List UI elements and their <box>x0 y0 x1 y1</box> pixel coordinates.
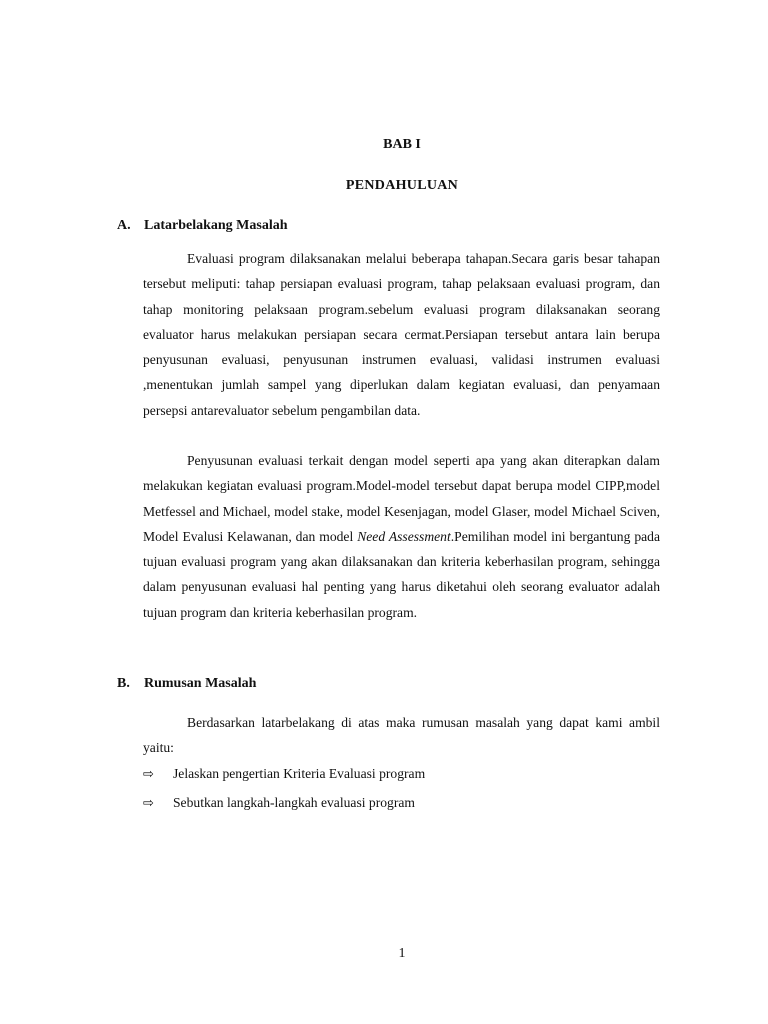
chapter-title: PENDAHULUAN <box>345 178 459 193</box>
section-b-letter: B. <box>117 676 130 691</box>
paragraph-2-text-end: .Pemilihan model ini bergantung pada tujuan evaluasi program yang akan dilaksanakan dan kriteria keberhasilan program, sehingga dalam penyusunan evaluasi hal penting yang harus diketahui oleh seorang evaluator adalah tujuan program dan kriteria keberhasilan program. <box>143 528 660 620</box>
chapter-number: BAB I <box>383 137 421 152</box>
section-a-title: Latarbelakang Masalah <box>144 218 288 233</box>
section-b-heading <box>117 676 256 692</box>
section-a-paragraph-1: Evaluasi program dilaksanakan melalui beberapa tahapan.Secara garis besar tahapan tersebut meliputi: tahap persiapan evaluasi program, tahap pelaksaan evaluasi program, dan tahap monitoring pelaksaan program.sebelum evaluasi program dilaksanakan seorang evaluator harus melakukan persiapan secara cermat.Persiapan tersebut antara lain berupa penyusunan evaluasi, penyusunan instrumen evaluasi, validasi instrumen evaluasi ,menentukan jumlah sampel yang diperlukan dalam kegiatan evaluasi, dan penyamaan persepsi antarevaluator sebelum pengambilan data. <box>143 251 660 418</box>
list-item <box>143 766 425 782</box>
section-a-heading <box>117 218 288 234</box>
paragraph-2-italic-term: Need Assessment <box>357 528 451 544</box>
list-item-text: Jelaskan pengertian Kriteria Evaluasi program <box>173 766 426 781</box>
page-number: 1 <box>398 946 406 961</box>
list-item-text: Sebutkan langkah-langkah evaluasi program <box>173 795 415 810</box>
arrow-right-icon: ⇨ <box>143 796 154 811</box>
section-b-title: Rumusan Masalah <box>144 676 257 691</box>
paragraph-2-text-start: Penyusunan evaluasi terkait dengan model seperti apa yang akan diterapkan dalam melakukan kegiatan evaluasi program.Model-model tersebut dapat berupa model CIPP,model Metfessel and Michael, model stake, model Kesenjagan, model Glaser, model Michael Sciven, Model Evalusi Kelawanan, dan model <box>143 453 660 544</box>
section-a-letter: A. <box>117 218 131 233</box>
section-a-paragraph-2 <box>143 448 660 625</box>
arrow-right-icon: ⇨ <box>143 767 154 782</box>
section-b-paragraph: Berdasarkan latarbelakang di atas maka rumusan masalah yang dapat kami ambil yaitu: <box>143 715 660 756</box>
list-item <box>143 795 415 811</box>
